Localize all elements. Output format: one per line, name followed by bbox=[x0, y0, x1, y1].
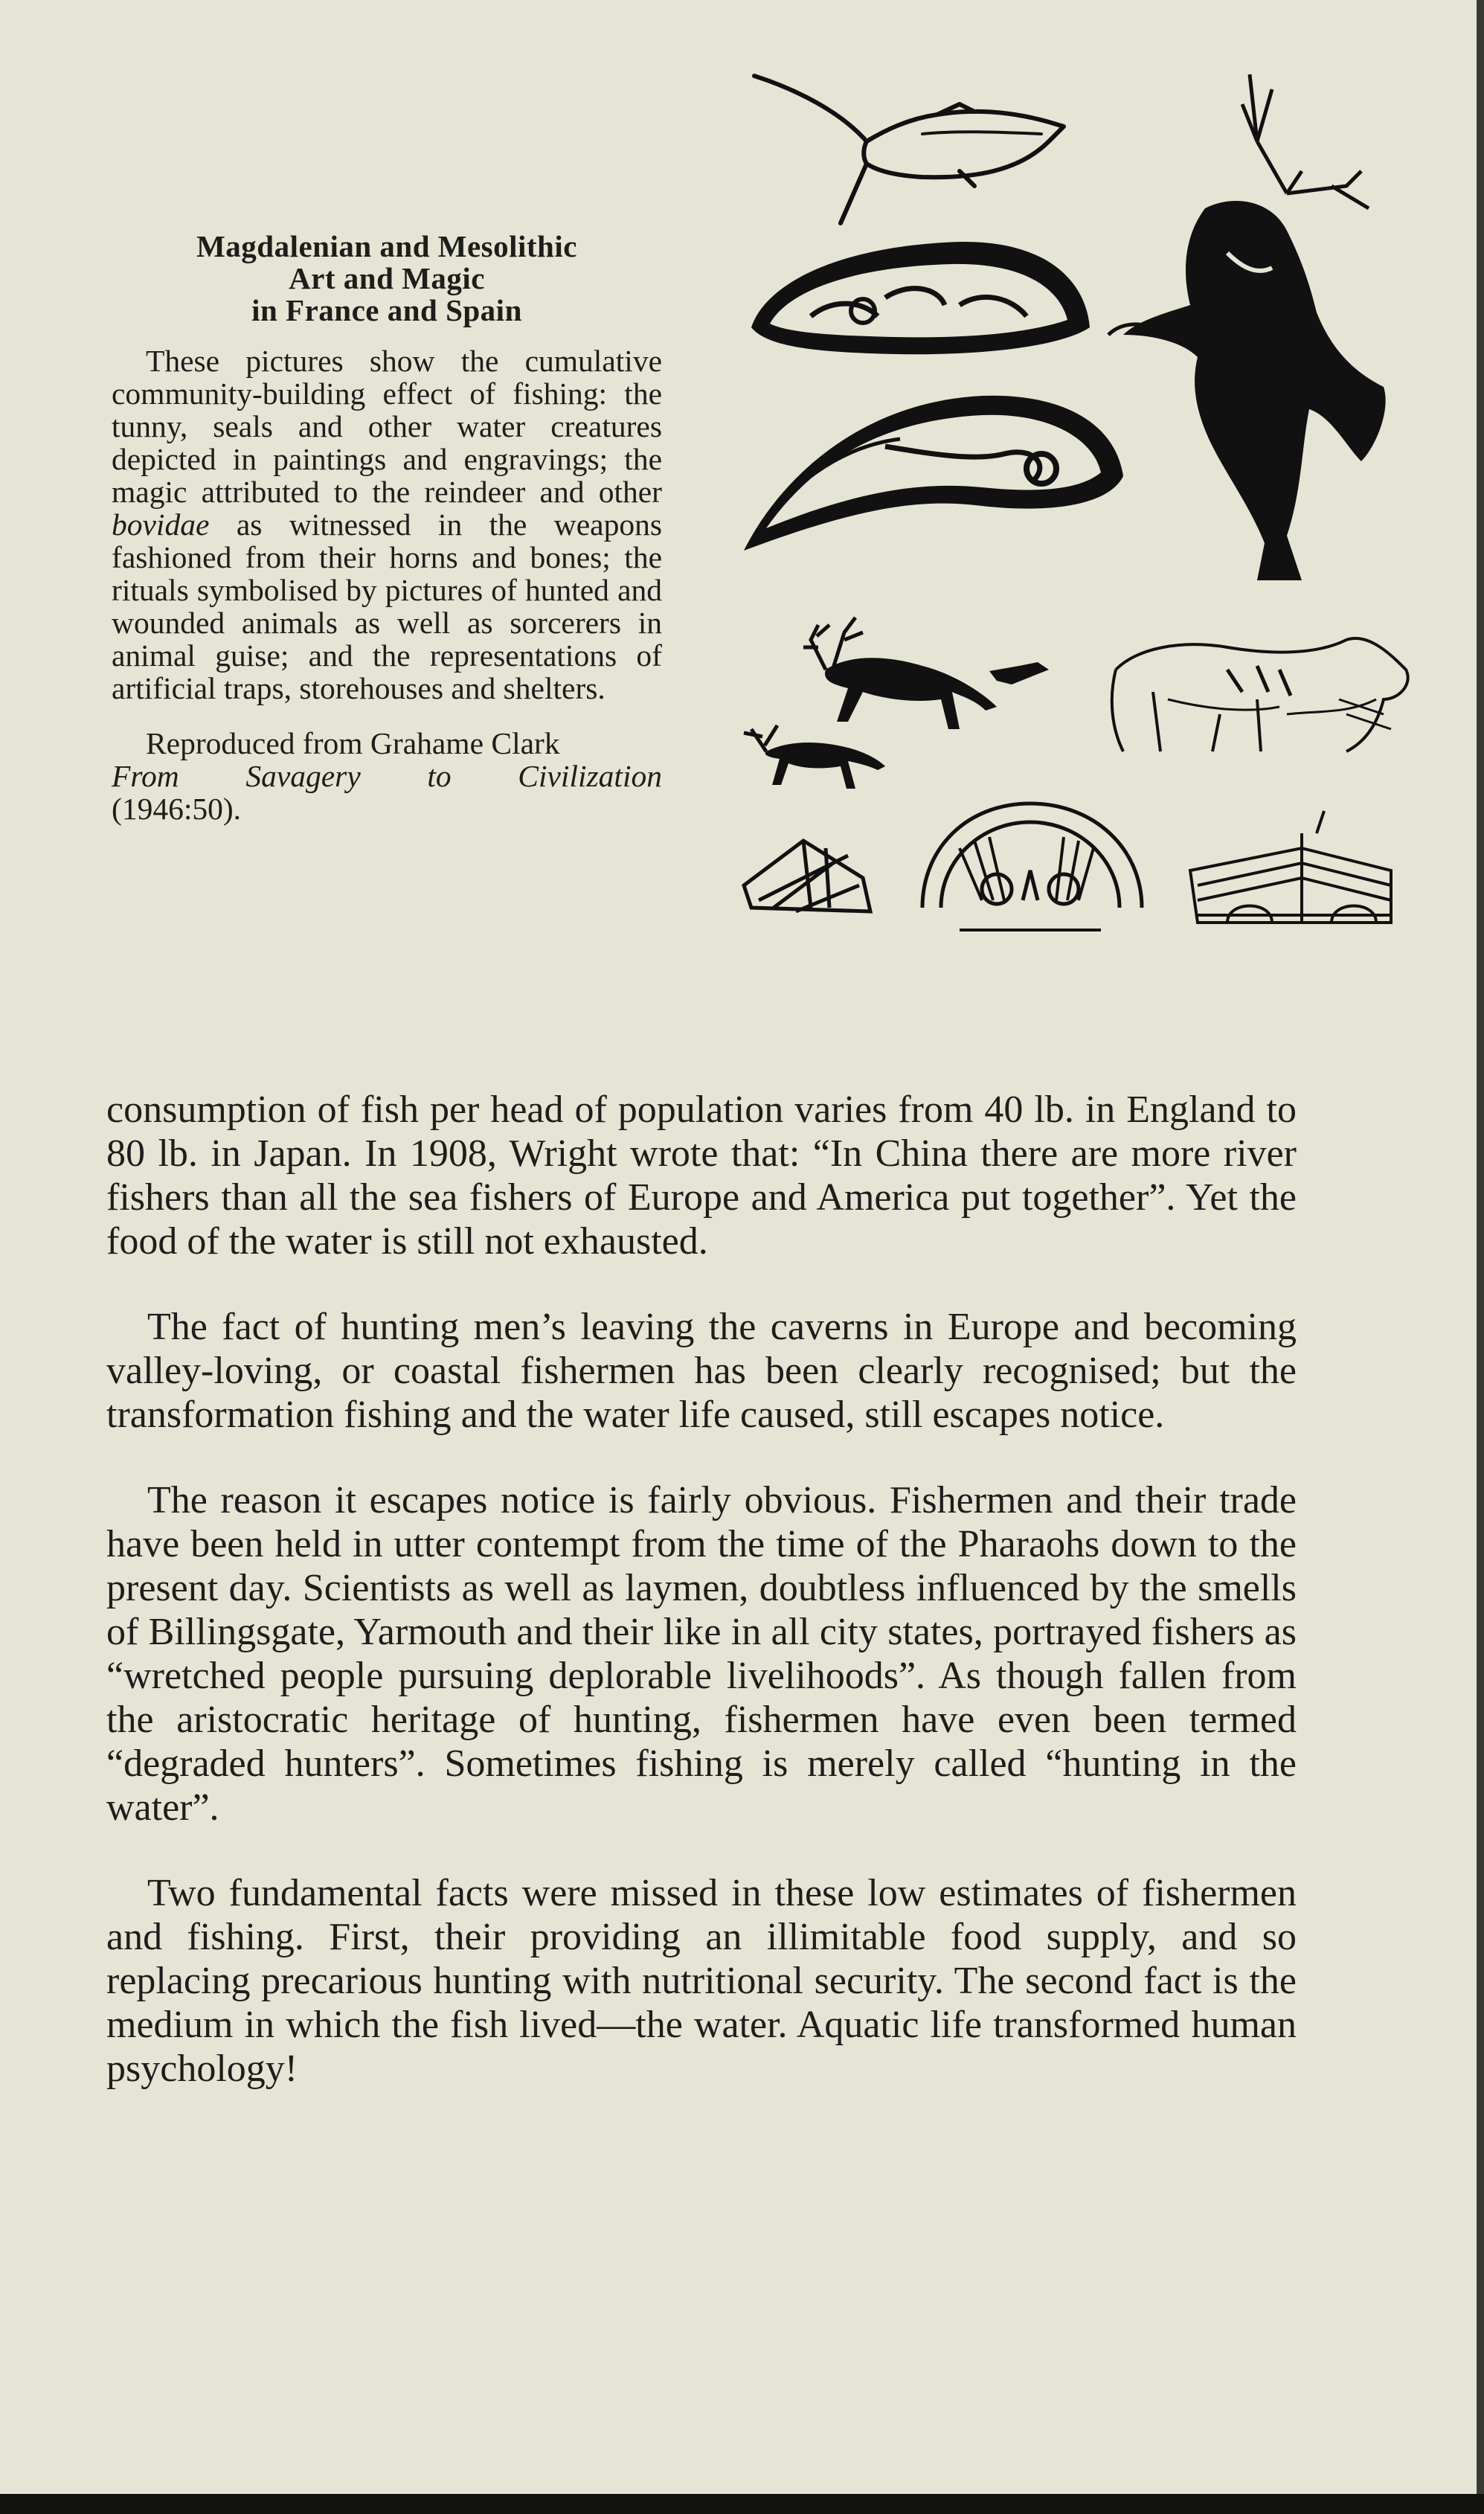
bison-with-arrows-drawing bbox=[1112, 638, 1408, 751]
caption-title-line-2: Art and Magic bbox=[289, 261, 485, 295]
caption-title-line-1: Magdalenian and Mesolithic bbox=[196, 229, 577, 263]
caption-text-end: as witnessed in the weapons fashioned from their horns and bones; the rituals symbolised by pictures of hunted and wounded animals as well as sorcerers in animal guise; and the representations of artificial traps, storehouses and shelters. bbox=[112, 507, 662, 705]
body-paragraph-2: The fact of hunting men’s leaving the caverns in Europe and becoming valley-loving, or coastal fishermen has been clearly recognised; but the transformation fishing and the water life caused, still escapes notice. bbox=[106, 1306, 1297, 1436]
body-paragraph-3: The reason it escapes notice is fairly obvious. Fishermen and their trade have been held in utter contempt from the time of the Pharaohs down to the present day. Scientists as well as laymen, doubtless influenced by the smells of Billingsgate, Yarmouth and their like in all city states, portrayed fishers as “wretched people pursuing deplorable livelihoods”. As though fallen from the aristocratic heritage of hunting, fishermen have even been termed “degraded hunters”. Sometimes fishing is merely called “hunting in the water”. bbox=[106, 1479, 1297, 1829]
figure-caption bbox=[112, 231, 662, 825]
body-paragraph-1: consumption of fish per head of population varies from 40 lb. in England to 80 lb. in Japan. In 1908, Wright wrote that: “In China there are more river fishers than all the sea fishers of Europe and America put together”. Yet the food of the water is still not exhausted. bbox=[106, 1088, 1297, 1263]
page-edge bbox=[1477, 0, 1484, 2494]
hut-shelter-drawing bbox=[922, 804, 1142, 930]
body-paragraph-4: Two fundamental facts were missed in these low estimates of fishermen and fishing. First, their providing an illimitable food supply, and so replacing precarious hunting with nutritional security. The second fact is the medium in which the fish lived—the water. Aquatic life transformed human psychology! bbox=[106, 1872, 1297, 2090]
body-text bbox=[106, 1088, 1297, 2132]
caption-text-start: These pictures show the cumulative community-building effect of fishing: the tunny, seals and other water creatures depicted in paintings and engravings; the magic attributed to the reindeer and other bbox=[112, 344, 662, 509]
reindeer-herd-drawing bbox=[744, 618, 1049, 789]
storehouse-drawing bbox=[1190, 811, 1391, 923]
caption-text-italic: bovidae bbox=[112, 507, 210, 542]
credit-book-title: From Savagery to Civilization bbox=[112, 759, 662, 793]
caption-title-line-3: in France and Spain bbox=[251, 293, 522, 327]
tunny-fish-drawing bbox=[754, 76, 1064, 223]
scan-border bbox=[0, 2494, 1484, 2514]
caption-credit bbox=[112, 727, 662, 825]
engraved-bone-2-drawing bbox=[744, 396, 1123, 551]
trap-drawing bbox=[744, 841, 870, 911]
caption-text bbox=[112, 344, 662, 705]
sorcerer-with-antlers-drawing bbox=[1108, 74, 1386, 580]
prehistoric-art-illustrations bbox=[736, 60, 1443, 952]
credit-line: Reproduced from Grahame Clark bbox=[146, 726, 560, 760]
engraved-bone-1-drawing bbox=[751, 242, 1090, 354]
credit-year: (1946:50). bbox=[112, 792, 242, 826]
